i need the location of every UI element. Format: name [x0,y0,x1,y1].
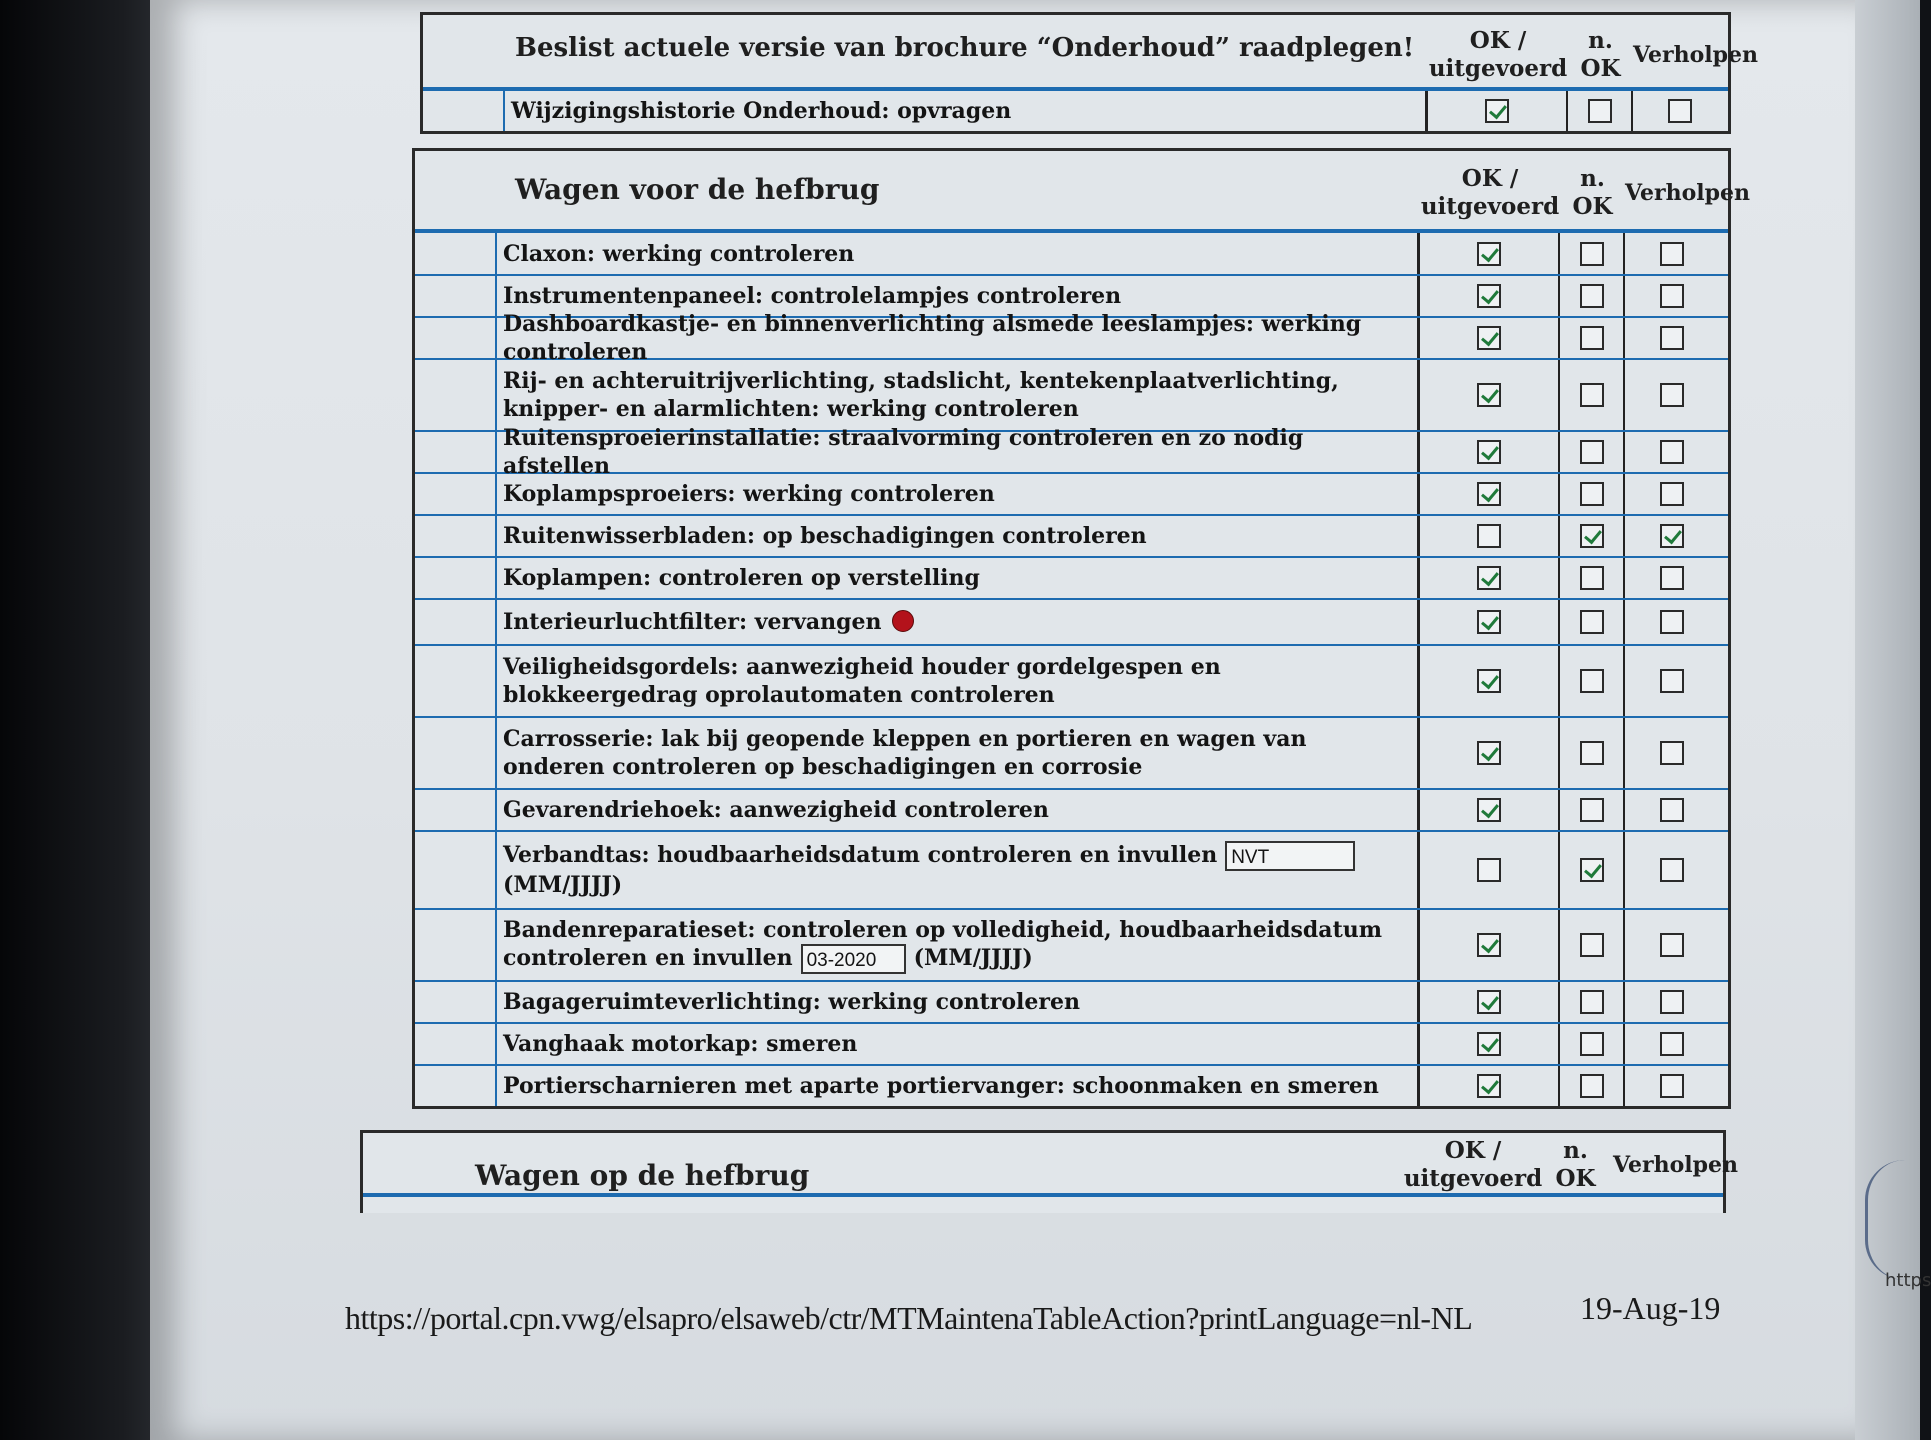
nok-checkbox[interactable] [1580,284,1604,308]
col-nok-header: n. OK [1580,27,1621,82]
section-rows [415,233,1728,1106]
col-nok-header: n. OK [1555,1137,1596,1192]
row-label: Wijzigingshistorie Onderhoud: opvragen [511,98,1012,124]
row-text-cell [497,311,1420,365]
row-number-cell [415,474,497,514]
ok-cell [1420,790,1560,830]
ok-cell [1420,646,1560,716]
nok-checkbox[interactable] [1580,741,1604,765]
ok-checkbox[interactable] [1477,524,1501,548]
nok-cell [1560,360,1625,430]
ok-cell [1420,432,1560,472]
nok-cell [1560,718,1625,788]
row-text-cell [497,1066,1420,1106]
row-text-cell [497,910,1420,980]
verholpen-cell [1625,646,1719,716]
row-text-cell [497,516,1420,556]
ok-cell [1420,276,1560,316]
verholpen-cell [1625,516,1719,556]
row-text-cell [497,790,1420,830]
nok-checkbox[interactable] [1588,99,1612,123]
checklist-row [415,558,1728,600]
verholpen-cell [1625,718,1719,788]
nok-checkbox[interactable] [1580,610,1604,634]
checklist-row [415,790,1728,832]
row-number-cell [415,600,497,644]
row-text-cell [497,832,1420,908]
checklist-row [415,516,1728,558]
row-text-cell [497,360,1420,430]
section-voor-hefbrug-box [412,148,1751,1109]
verholpen-cell [1625,474,1719,514]
ok-checkbox[interactable] [1477,383,1501,407]
row-label: Rij- en achteruitrijverlichting, stadslicht, kentekenplaatverlichting, knipper- en alarmlichten: werking controleren [503,368,1339,422]
verholpen-cell [1625,318,1719,358]
checklist-row [415,1024,1728,1066]
ok-cell [1420,1066,1560,1106]
row-number-cell [415,646,497,716]
row-label: Bagageruimteverlichting: werking controleren [503,989,1080,1015]
nok-checkbox[interactable] [1580,669,1604,693]
checklist-row [415,910,1728,982]
ok-cell [1420,318,1560,358]
ok-checkbox[interactable] [1477,669,1501,693]
row-label: Ruitenwisserbladen: op beschadigingen controleren [503,523,1147,549]
ok-cell [1420,1024,1560,1064]
checklist-row [415,600,1728,646]
verholpen-checkbox[interactable] [1660,798,1684,822]
side-text: https [1885,1270,1931,1291]
col-verholpen-header: Verholpen [1633,42,1759,68]
verholpen-checkbox[interactable] [1660,326,1684,350]
row-number-cell [415,1066,497,1106]
row-label: Ruitensproeierinstallatie: straalvorming controleren en zo nodig afstellen [503,425,1304,479]
nok-cell [1560,1024,1625,1064]
row-number-cell [415,910,497,980]
ok-checkbox[interactable] [1477,990,1501,1014]
ok-checkbox[interactable] [1477,933,1501,957]
nok-cell [1560,558,1625,598]
date-format-hint: (MM/JJJJ) [503,872,623,898]
pen-mark [1865,1160,1928,1280]
row-label: Carrosserie: lak bij geopende kleppen en portieren en wagen van onderen controleren op beschadigingen en corrosie [503,726,1307,780]
row-label: Claxon: werking controleren [503,240,855,267]
nok-checkbox[interactable] [1580,933,1604,957]
verholpen-cell [1625,1024,1719,1064]
nok-cell [1568,91,1633,131]
nok-checkbox[interactable] [1580,524,1604,548]
ok-cell [1420,832,1560,908]
nok-cell [1560,233,1625,274]
col-ok-header: OK / uitgevoerd [1420,165,1560,220]
verholpen-checkbox[interactable] [1660,440,1684,464]
row-label: Portierscharnieren met aparte portiervanger: schoonmaken en smeren [503,1073,1379,1099]
verholpen-checkbox[interactable] [1660,990,1684,1014]
row-number-cell [415,558,497,598]
row-text-cell [505,91,1428,131]
nok-cell [1560,910,1625,980]
row-number-cell [415,432,497,472]
ok-checkbox[interactable] [1477,1032,1501,1056]
ok-checkbox[interactable] [1477,858,1501,882]
verholpen-cell [1625,558,1719,598]
verholpen-cell [1625,233,1719,274]
row-number-cell [415,982,497,1022]
verholpen-cell [1633,91,1727,131]
verholpen-checkbox[interactable] [1660,566,1684,590]
ok-cell [1420,718,1560,788]
footer-url: https://portal.cpn.vwg/elsapro/elsaweb/ctr/MTMaintenaTableAction?printLanguage=nl-NL [345,1300,1473,1336]
checklist-row [415,832,1728,910]
verholpen-cell [1625,982,1719,1022]
date-format-hint: (MM/JJJJ) [913,945,1033,971]
verholpen-cell [1625,832,1719,908]
ok-checkbox[interactable] [1477,440,1501,464]
col-verholpen-header: Verholpen [1613,1152,1739,1178]
row-number-cell [415,233,497,274]
checklist-row [423,91,1728,131]
row-number-cell [415,276,497,316]
ok-cell [1420,233,1560,274]
background-edge [0,0,175,1440]
ok-cell [1420,474,1560,514]
nok-checkbox[interactable] [1580,1074,1604,1098]
nok-checkbox[interactable] [1580,326,1604,350]
checklist-row [415,360,1728,432]
row-label: Verbandtas: houdbaarheidsdatum controleren en invullen [503,842,1218,868]
nok-checkbox[interactable] [1580,566,1604,590]
section-rows [423,91,1728,131]
section-title: Wagen voor de hefbrug [515,173,880,206]
nok-cell [1560,832,1625,908]
section-op-hefbrug-box [360,1130,1739,1213]
verholpen-cell [1625,790,1719,830]
row-label: Veiligheidsgordels: aanwezigheid houder gordelgespen en blokkeergedrag oprolautomaten controleren [503,654,1221,708]
ok-checkbox[interactable] [1477,741,1501,765]
ok-checkbox[interactable] [1477,1074,1501,1098]
date-input-field[interactable]: NVT [1225,841,1355,871]
section-header [415,151,1751,233]
row-text-cell [497,718,1420,788]
row-text-cell [497,558,1420,598]
verholpen-cell [1625,432,1719,472]
nok-cell [1560,1066,1625,1106]
section-header [423,15,1759,91]
nok-checkbox[interactable] [1580,482,1604,506]
ok-checkbox[interactable] [1485,99,1509,123]
section-title: Beslist actuele versie van brochure “Onderhoud” raadplegen! [515,33,1415,63]
checklist-row [415,233,1728,276]
row-text-cell [497,982,1420,1022]
checklist-row [415,425,1728,479]
row-number-cell [415,832,497,908]
nok-cell [1560,318,1625,358]
row-number-cell [415,790,497,830]
ok-cell [1420,910,1560,980]
checklist-row [415,982,1728,1024]
row-number-cell [423,91,505,131]
date-input-field[interactable]: 03-2020 [801,944,906,974]
verholpen-checkbox[interactable] [1660,1032,1684,1056]
col-verholpen-header: Verholpen [1625,180,1751,206]
nok-checkbox[interactable] [1580,858,1604,882]
nok-checkbox[interactable] [1580,242,1604,266]
verholpen-cell [1625,276,1719,316]
verholpen-checkbox[interactable] [1660,933,1684,957]
nok-checkbox[interactable] [1580,383,1604,407]
ok-checkbox[interactable] [1477,566,1501,590]
verholpen-cell [1625,600,1719,644]
nok-cell [1560,516,1625,556]
ok-cell [1420,558,1560,598]
nok-checkbox[interactable] [1580,798,1604,822]
row-text-cell [497,425,1420,479]
checklist-row [415,646,1728,718]
row-label-continued: controleren en invullen [503,945,793,971]
row-label: Vanghaak motorkap: smeren [503,1031,858,1057]
row-number-cell [415,360,497,430]
checklist-row [415,474,1728,516]
row-text-cell [497,233,1420,274]
verholpen-checkbox[interactable] [1660,383,1684,407]
row-label: Gevarendriehoek: aanwezigheid controleren [503,797,1049,823]
section-header [363,1133,1739,1197]
checklist-row [415,311,1728,365]
row-number-cell [415,318,497,358]
row-text-cell [497,1024,1420,1064]
col-nok-header: n. OK [1572,165,1613,220]
col-ok-header: OK / uitgevoerd [1428,27,1568,82]
ok-checkbox[interactable] [1477,242,1501,266]
nok-cell [1560,432,1625,472]
ok-cell [1420,982,1560,1022]
ok-checkbox[interactable] [1477,482,1501,506]
verholpen-cell [1625,910,1719,980]
row-number-cell [415,1024,497,1064]
verholpen-checkbox[interactable] [1660,741,1684,765]
section-title: Wagen op de hefbrug [475,1159,810,1192]
ok-checkbox[interactable] [1477,326,1501,350]
row-number-cell [415,718,497,788]
ok-cell [1420,600,1560,644]
row-label: Interieurluchtfilter: vervangen [503,609,882,635]
verholpen-checkbox[interactable] [1668,99,1692,123]
section-onderhoud-box [420,12,1759,134]
footer-date: 19-Aug-19 [1580,1290,1721,1326]
verholpen-checkbox[interactable] [1660,669,1684,693]
row-text-cell [497,474,1420,514]
row-text-cell [497,646,1420,716]
nok-checkbox[interactable] [1580,1032,1604,1056]
ok-cell [1420,360,1560,430]
ok-checkbox[interactable] [1477,610,1501,634]
verholpen-checkbox[interactable] [1660,482,1684,506]
row-number-cell [415,516,497,556]
col-ok-header: OK / uitgevoerd [1403,1137,1543,1192]
row-label: Dashboardkastje- en binnenverlichting alsmede leeslampjes: werking controleren [503,311,1362,365]
nok-cell [1560,600,1625,644]
row-label: Koplampsproeiers: werking controleren [503,481,995,507]
nok-cell [1560,474,1625,514]
row-label: Koplampen: controleren op verstelling [503,565,980,591]
checklist-row [415,718,1728,790]
verholpen-checkbox[interactable] [1660,524,1684,548]
row-label: Bandenreparatieset: controleren op volledigheid, houdbaarheidsdatum [503,917,1383,943]
nok-cell [1560,276,1625,316]
verholpen-cell [1625,360,1719,430]
verholpen-cell [1625,1066,1719,1106]
nok-cell [1560,982,1625,1022]
red-marker-icon [892,610,914,632]
nok-checkbox[interactable] [1580,990,1604,1014]
verholpen-checkbox[interactable] [1660,284,1684,308]
verholpen-checkbox[interactable] [1660,1074,1684,1098]
ok-cell [1420,516,1560,556]
row-text-cell [497,600,1420,644]
ok-cell [1428,91,1568,131]
nok-cell [1560,790,1625,830]
verholpen-checkbox[interactable] [1660,610,1684,634]
nok-checkbox[interactable] [1580,440,1604,464]
verholpen-checkbox[interactable] [1660,242,1684,266]
verholpen-checkbox[interactable] [1660,858,1684,882]
nok-cell [1560,646,1625,716]
row-label: Instrumentenpaneel: controlelampjes controleren [503,283,1122,309]
ok-checkbox[interactable] [1477,284,1501,308]
checklist-row [415,1066,1728,1106]
ok-checkbox[interactable] [1477,798,1501,822]
